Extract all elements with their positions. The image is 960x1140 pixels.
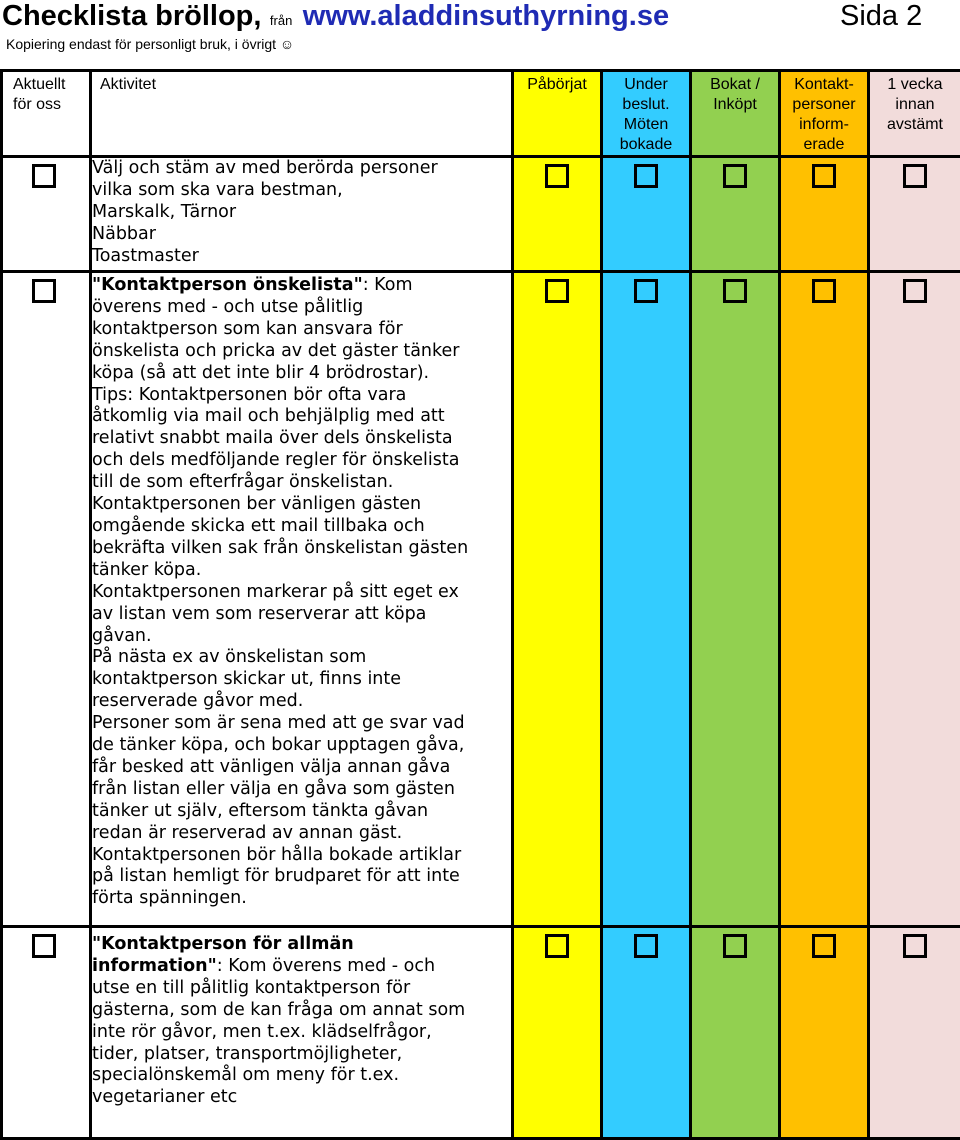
activity-line: bekräfta vilken sak från önskelistan gästen [92, 538, 511, 560]
table-row [2, 272, 960, 927]
activity-line: Tips: Kontaktpersonen bör ofta vara [92, 385, 511, 407]
title-line [2, 0, 669, 33]
col-header-decided-line: beslut. [605, 95, 687, 115]
activity-line: inte rör gåvor, men t.ex. klädselfrågor, [92, 1022, 511, 1044]
col-header-started [513, 71, 602, 157]
contacts-cell [780, 272, 869, 927]
week-cell [869, 927, 960, 1139]
contacts-cell [780, 927, 869, 1139]
activity-line-text: : Kom [363, 275, 413, 295]
week-checkbox[interactable] [903, 279, 927, 303]
current-cell [2, 157, 91, 272]
table-row [2, 927, 960, 1139]
col-header-week-line: innan [872, 95, 958, 115]
decided-checkbox[interactable] [634, 279, 658, 303]
activity-line: och dels medföljande regler för önskelista [92, 450, 511, 472]
activity-line: omgående skicka ett mail tillbaka och [92, 516, 511, 538]
contacts-checkbox[interactable] [812, 934, 836, 958]
activity-title: "Kontaktperson för allmän [92, 934, 354, 954]
activity-line: gåvan. [92, 626, 511, 648]
col-header-contacts-line: erade [783, 135, 865, 155]
started-checkbox[interactable] [545, 164, 569, 188]
copy-notice: Kopiering endast för personligt bruk, i övrigt ☺ [6, 36, 294, 52]
activity-line: Välj och stäm av med berörda personer [92, 158, 511, 180]
activity-line: Kontaktpersonen markerar på sitt eget ex [92, 582, 511, 604]
col-header-booked-line: Inköpt [694, 95, 776, 115]
activity-line: Toastmaster [92, 246, 511, 268]
booked-checkbox[interactable] [723, 164, 747, 188]
col-header-started-line: Påbörjat [516, 75, 598, 95]
activity-line: tänker köpa. [92, 560, 511, 582]
checklist-table [0, 69, 960, 1140]
week-checkbox[interactable] [903, 934, 927, 958]
activity-line: av listan vem som reserverar att köpa [92, 604, 511, 626]
decided-cell [602, 272, 691, 927]
decided-cell [602, 157, 691, 272]
activity-cell [91, 272, 513, 927]
activity-line: förta spänningen. [92, 888, 511, 910]
activity-line [92, 956, 511, 978]
col-header-decided-line: bokade [605, 135, 687, 155]
col-header-booked-line: Bokat / [694, 75, 776, 95]
current-checkbox[interactable] [32, 164, 56, 188]
booked-checkbox[interactable] [723, 934, 747, 958]
activity-line: överens med - och utse pålitlig [92, 297, 511, 319]
activity-line: gästerna, som de kan fråga om annat som [92, 1000, 511, 1022]
col-header-week [869, 71, 960, 157]
started-cell [513, 927, 602, 1139]
booked-checkbox[interactable] [723, 279, 747, 303]
decided-cell [602, 927, 691, 1139]
started-cell [513, 272, 602, 927]
col-header-booked [691, 71, 780, 157]
page-title: Checklista bröllop, [2, 0, 261, 32]
booked-cell [691, 157, 780, 272]
activity-cell [91, 927, 513, 1139]
col-header-week-line: 1 vecka [872, 75, 958, 95]
col-header-activity-label: Aktivitet [100, 75, 511, 95]
contacts-checkbox[interactable] [812, 279, 836, 303]
activity-line: tänker ut själv, eftersom tänkta gåvan [92, 801, 511, 823]
activity-line: Näbbar [92, 224, 511, 246]
page-header [0, 0, 960, 66]
activity-line: kontaktperson som kan ansvara för [92, 319, 511, 341]
activity-cell [91, 157, 513, 272]
decided-checkbox[interactable] [634, 934, 658, 958]
contacts-checkbox[interactable] [812, 164, 836, 188]
col-header-decided-line: Möten [605, 115, 687, 135]
activity-line [92, 275, 511, 297]
activity-line: På nästa ex av önskelistan som [92, 647, 511, 669]
current-cell [2, 272, 91, 927]
activity-line: åtkomlig via mail och behjälplig med att [92, 406, 511, 428]
col-header-decided [602, 71, 691, 157]
activity-line: på listan hemligt för brudparet för att inte [92, 866, 511, 888]
activity-title: information" [92, 956, 217, 976]
activity-line: vilka som ska vara bestman, [92, 180, 511, 202]
activity-line: redan är reserverad av annan gäst. [92, 823, 511, 845]
week-cell [869, 272, 960, 927]
booked-cell [691, 272, 780, 927]
activity-line-text: : Kom överens med - och [217, 956, 435, 976]
week-checkbox[interactable] [903, 164, 927, 188]
activity-line: relativt snabbt maila över dels önskelista [92, 428, 511, 450]
activity-title: "Kontaktperson önskelista" [92, 275, 363, 295]
contacts-cell [780, 157, 869, 272]
started-checkbox[interactable] [545, 279, 569, 303]
activity-line: kontaktperson skickar ut, finns inte [92, 669, 511, 691]
activity-line: utse en till pålitlig kontaktperson för [92, 978, 511, 1000]
activity-line: Personer som är sena med att ge svar vad [92, 713, 511, 735]
current-cell [2, 927, 91, 1139]
started-cell [513, 157, 602, 272]
col-header-current-line: för oss [13, 95, 89, 115]
decided-checkbox[interactable] [634, 164, 658, 188]
header-row [2, 71, 960, 157]
activity-line: Kontaktpersonen bör hålla bokade artiklar [92, 845, 511, 867]
col-header-week-line: avstämt [872, 115, 958, 135]
title-from: från [270, 13, 292, 28]
website-url[interactable]: www.aladdinsuthyrning.se [303, 0, 669, 32]
activity-line: specialönskemål om meny för t.ex. [92, 1065, 511, 1087]
started-checkbox[interactable] [545, 934, 569, 958]
col-header-current-line: Aktuellt [13, 75, 89, 95]
col-header-contacts-line: Kontakt- [783, 75, 865, 95]
current-checkbox[interactable] [32, 279, 56, 303]
activity-line: de tänker köpa, och bokar upptagen gåva, [92, 735, 511, 757]
activity-line: tider, platser, transportmöjligheter, [92, 1044, 511, 1066]
col-header-activity [91, 71, 513, 157]
activity-line: till de som efterfrågar önskelistan. [92, 472, 511, 494]
activity-line: Marskalk, Tärnor [92, 202, 511, 224]
week-cell [869, 157, 960, 272]
activity-line: önskelista och pricka av det gäster tänker [92, 341, 511, 363]
activity-line: vegetarianer etc [92, 1087, 511, 1109]
activity-line: från listan eller välja en gåva som gästen [92, 779, 511, 801]
activity-line: Kontaktpersonen ber vänligen gästen [92, 494, 511, 516]
col-header-contacts-line: inform- [783, 115, 865, 135]
page-number: Sida 2 [840, 0, 922, 33]
col-header-decided-line: Under [605, 75, 687, 95]
activity-line [92, 934, 511, 956]
table-row [2, 157, 960, 272]
activity-line: får besked att vänligen välja annan gåva [92, 757, 511, 779]
current-checkbox[interactable] [32, 934, 56, 958]
col-header-contacts [780, 71, 869, 157]
activity-line: köpa (så att det inte blir 4 brödrostar). [92, 363, 511, 385]
col-header-contacts-line: personer [783, 95, 865, 115]
activity-line: reserverade gåvor med. [92, 691, 511, 713]
col-header-current [2, 71, 91, 157]
booked-cell [691, 927, 780, 1139]
